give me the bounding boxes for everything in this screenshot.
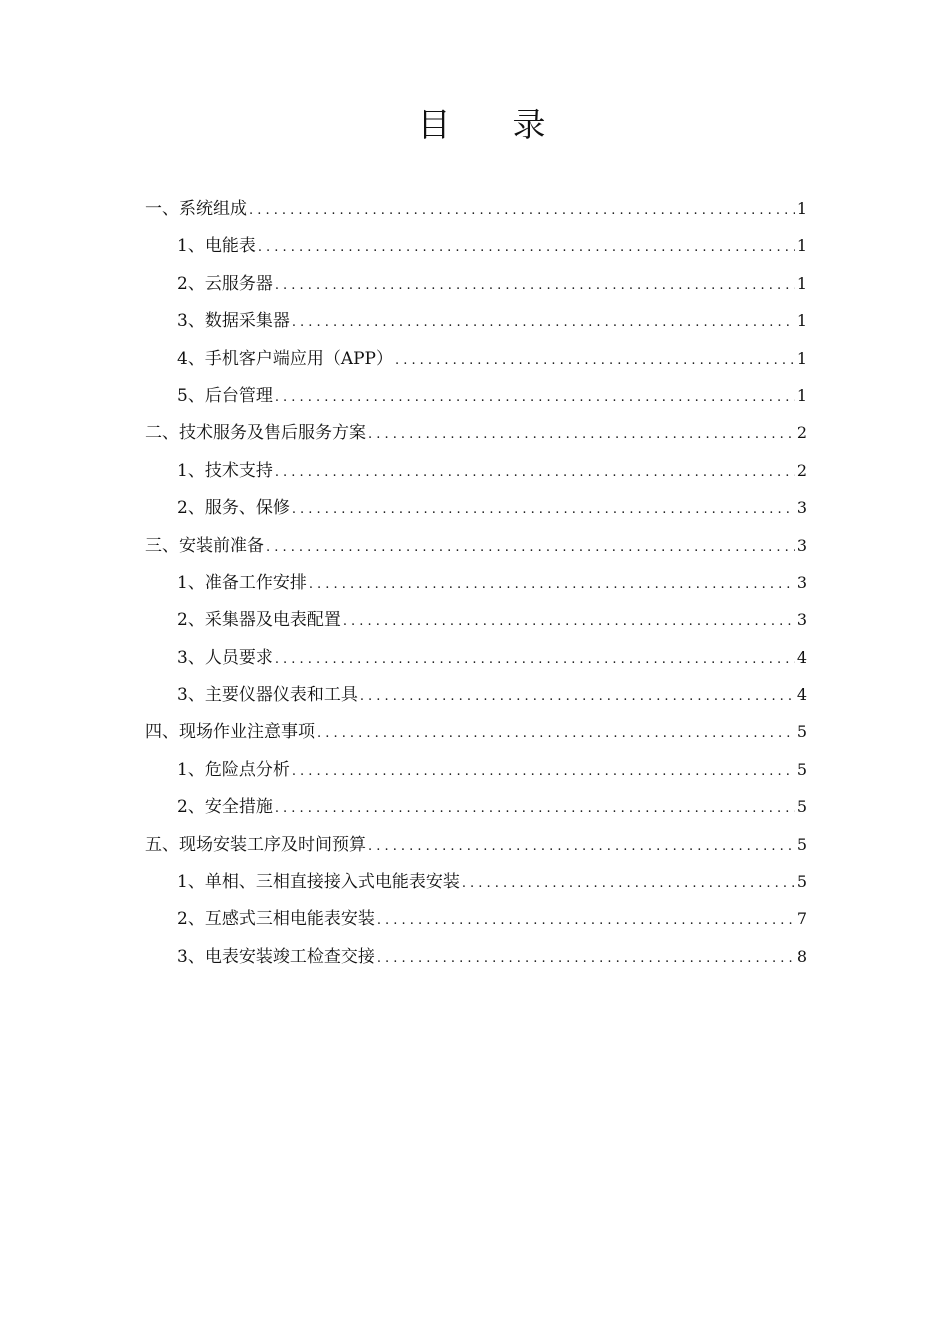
toc-entry-title: 三、安装前准备 — [145, 535, 264, 556]
table-of-contents — [145, 190, 807, 975]
toc-subsection-entry[interactable] — [145, 938, 807, 975]
toc-subsection-entry[interactable] — [145, 489, 807, 526]
toc-dot-leader — [360, 678, 795, 715]
toc-dot-leader — [275, 267, 795, 304]
toc-page-number: 2 — [796, 423, 807, 443]
toc-entry-title: 3、电表安装竣工检查交接 — [177, 946, 375, 967]
toc-entry-title: 5、后台管理 — [177, 385, 273, 406]
toc-entry-title: 3、主要仪器仪表和工具 — [177, 685, 358, 706]
toc-section-entry[interactable] — [145, 190, 807, 227]
toc-entry-title: 四、现场作业注意事项 — [145, 722, 315, 743]
toc-dot-leader — [275, 790, 795, 827]
toc-subsection-entry[interactable] — [145, 863, 807, 900]
toc-page-number: 5 — [796, 722, 807, 742]
toc-page-number: 5 — [796, 834, 807, 854]
toc-entry-title: 2、云服务器 — [177, 273, 273, 294]
toc-entry-title: 3、数据采集器 — [177, 311, 290, 332]
toc-page-number: 2 — [796, 460, 807, 480]
toc-dot-leader — [368, 828, 795, 865]
toc-page-number: 7 — [796, 909, 807, 929]
toc-entry-title: 4、手机客户端应用（APP） — [177, 348, 393, 369]
toc-subsection-entry[interactable] — [145, 676, 807, 713]
toc-entry-title: 3、人员要求 — [177, 647, 273, 668]
toc-dot-leader — [368, 416, 795, 453]
toc-subsection-entry[interactable] — [145, 788, 807, 825]
toc-page-number: 5 — [796, 797, 807, 817]
toc-entry-title: 2、互感式三相电能表安装 — [177, 909, 375, 930]
toc-entry-title: 2、采集器及电表配置 — [177, 610, 341, 631]
toc-entry-title: 1、危险点分析 — [177, 759, 290, 780]
toc-subsection-entry[interactable] — [145, 340, 807, 377]
toc-dot-leader — [462, 865, 795, 902]
toc-section-entry[interactable] — [145, 713, 807, 750]
toc-dot-leader — [249, 192, 795, 229]
toc-section-entry[interactable] — [145, 527, 807, 564]
toc-dot-leader — [395, 342, 795, 379]
toc-dot-leader — [343, 603, 795, 640]
toc-subsection-entry[interactable] — [145, 900, 807, 937]
toc-entry-title: 2、安全措施 — [177, 797, 273, 818]
toc-entry-title: 五、现场安装工序及时间预算 — [145, 834, 366, 855]
toc-entry-title: 1、电能表 — [177, 236, 256, 257]
toc-section-entry[interactable] — [145, 414, 807, 451]
toc-subsection-entry[interactable] — [145, 452, 807, 489]
toc-subsection-entry[interactable] — [145, 227, 807, 264]
toc-dot-leader — [309, 566, 795, 603]
toc-dot-leader — [258, 229, 795, 266]
toc-subsection-entry[interactable] — [145, 601, 807, 638]
toc-dot-leader — [292, 304, 795, 341]
toc-page-number: 3 — [796, 498, 807, 518]
toc-dot-leader — [377, 940, 795, 977]
toc-subsection-entry[interactable] — [145, 639, 807, 676]
toc-dot-leader — [266, 529, 795, 566]
toc-dot-leader — [275, 454, 795, 491]
toc-entry-title: 1、技术支持 — [177, 460, 273, 481]
toc-entry-title: 1、单相、三相直接接入式电能表安装 — [177, 872, 460, 893]
toc-page-number: 3 — [796, 535, 807, 555]
toc-subsection-entry[interactable] — [145, 377, 807, 414]
toc-section-entry[interactable] — [145, 826, 807, 863]
toc-page-number: 5 — [796, 759, 807, 779]
toc-page-number: 1 — [796, 348, 807, 368]
toc-subsection-entry[interactable] — [145, 564, 807, 601]
toc-page-number: 1 — [796, 236, 807, 256]
toc-dot-leader — [377, 902, 795, 939]
toc-subsection-entry[interactable] — [145, 302, 807, 339]
toc-entry-title: 一、系统组成 — [145, 199, 247, 219]
toc-page-number: 5 — [796, 872, 807, 892]
toc-subsection-entry[interactable] — [145, 265, 807, 302]
toc-page-number: 1 — [796, 199, 807, 218]
toc-page-number: 4 — [796, 647, 807, 667]
toc-entry-title: 1、准备工作安排 — [177, 572, 307, 593]
toc-page-number: 3 — [796, 572, 807, 592]
toc-dot-leader — [292, 753, 795, 790]
toc-title: 目录 — [417, 105, 608, 144]
toc-entry-title: 二、技术服务及售后服务方案 — [145, 423, 366, 444]
toc-dot-leader — [317, 715, 795, 752]
toc-subsection-entry[interactable] — [145, 751, 807, 788]
toc-page-number: 4 — [796, 685, 807, 705]
toc-dot-leader — [275, 379, 795, 416]
toc-dot-leader — [292, 491, 795, 528]
toc-entry-title: 2、服务、保修 — [177, 498, 290, 519]
toc-page-number: 3 — [796, 610, 807, 630]
toc-dot-leader — [275, 641, 795, 678]
toc-page-number: 1 — [796, 385, 807, 405]
toc-page-number: 1 — [796, 311, 807, 331]
toc-page-number: 1 — [796, 273, 807, 293]
toc-page-number: 8 — [796, 946, 807, 966]
